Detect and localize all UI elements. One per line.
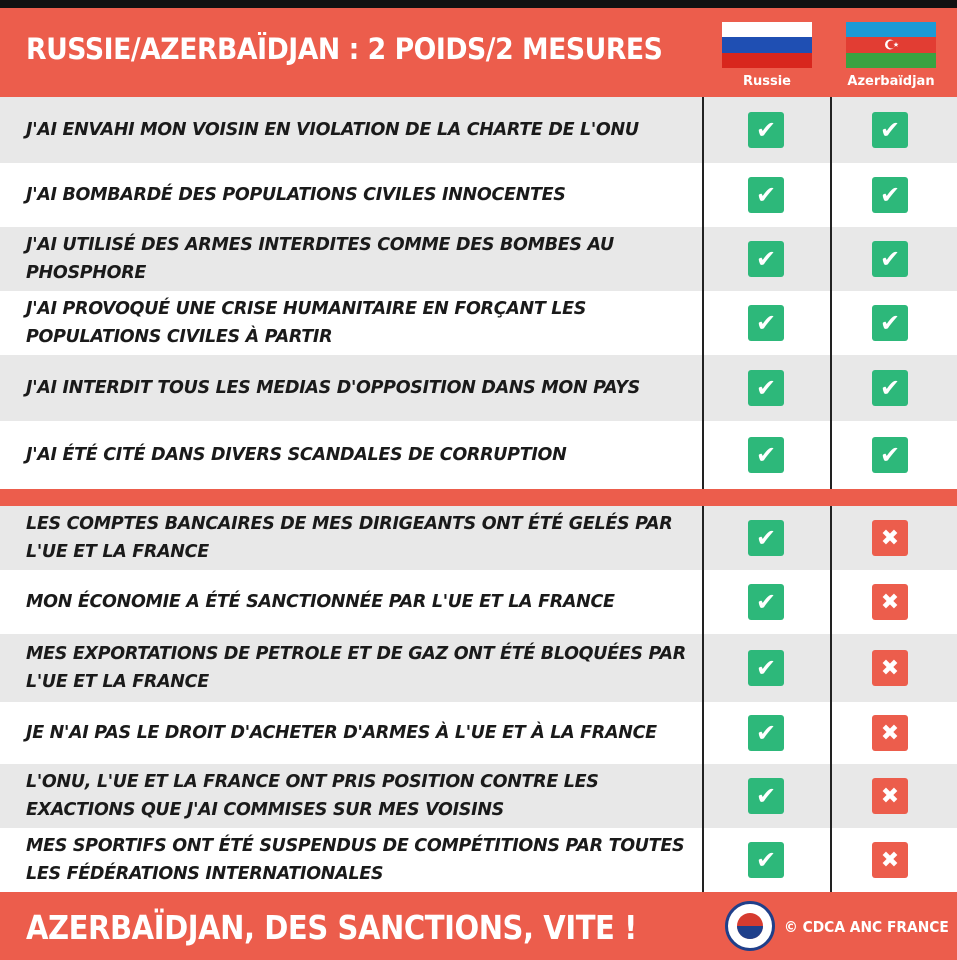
table-row (0, 570, 957, 634)
row-statement: J'AI BOMBARDÉ DES POPULATIONS CIVILES INNOCENTES (26, 185, 566, 205)
cross-icon: ✖ (872, 584, 908, 620)
row-statement: J'AI UTILISÉ DES ARMES INTERDITES COMME DES BOMBES AU PHOSPHORE (26, 235, 614, 283)
table-row (0, 227, 957, 291)
section-divider (0, 489, 957, 506)
table-row (0, 163, 957, 227)
cross-icon: ✖ (872, 650, 908, 686)
table-row (0, 355, 957, 421)
check-icon: ✔ (748, 241, 784, 277)
row-statement: J'AI PROVOQUÉ UNE CRISE HUMANITAIRE EN FORÇANT LES POPULATIONS CIVILES À PARTIR (26, 299, 587, 347)
row-statement: MES EXPORTATIONS DE PETROLE ET DE GAZ ONT ÉTÉ BLOQUÉES PAR L'UE ET LA FRANCE (26, 644, 686, 692)
table-row (0, 506, 957, 570)
azerbaijan-flag-icon (846, 22, 936, 68)
cdca-logo (725, 901, 775, 951)
row-statement: JE N'AI PAS LE DROIT D'ACHETER D'ARMES À L'UE ET À LA FRANCE (26, 723, 657, 743)
cross-icon: ✖ (872, 778, 908, 814)
check-icon: ✔ (872, 241, 908, 277)
row-statement: LES COMPTES BANCAIRES DE MES DIRIGEANTS ONT ÉTÉ GELÉS PAR L'UE ET LA FRANCE (26, 514, 673, 562)
russia-flag-icon (722, 22, 812, 68)
table-row (0, 634, 957, 702)
row-statement: MON ÉCONOMIE A ÉTÉ SANCTIONNÉE PAR L'UE ET LA FRANCE (26, 592, 615, 612)
row-statement: J'AI ÉTÉ CITÉ DANS DIVERS SCANDALES DE CORRUPTION (26, 445, 567, 465)
row-statement: MES SPORTIFS ONT ÉTÉ SUSPENDUS DE COMPÉTITIONS PAR TOUTES LES FÉDÉRATIONS INTERNATIONALES (26, 836, 685, 884)
column-separator (830, 506, 832, 892)
header (0, 8, 957, 97)
top-border (0, 0, 957, 8)
page-title: RUSSIE/AZERBAÏDJAN : 2 POIDS/2 MESURES (26, 32, 663, 66)
table-row (0, 702, 957, 764)
cross-icon: ✖ (872, 842, 908, 878)
table-row (0, 291, 957, 355)
row-statement: J'AI ENVAHI MON VOISIN EN VIOLATION DE LA CHARTE DE L'ONU (26, 120, 639, 140)
credit-text: © CDCA ANC FRANCE (784, 918, 949, 936)
check-icon: ✔ (748, 370, 784, 406)
column-separator (830, 97, 832, 489)
footer (0, 892, 957, 960)
check-icon: ✔ (872, 305, 908, 341)
check-icon: ✔ (748, 715, 784, 751)
check-icon: ✔ (748, 650, 784, 686)
check-icon: ✔ (748, 778, 784, 814)
cross-icon: ✖ (872, 715, 908, 751)
check-icon: ✔ (872, 437, 908, 473)
check-icon: ✔ (872, 177, 908, 213)
check-icon: ✔ (872, 370, 908, 406)
column-separator (702, 97, 704, 489)
column-label-russie: Russie (742, 74, 791, 89)
check-icon: ✔ (748, 520, 784, 556)
check-icon: ✔ (748, 437, 784, 473)
column-label-azerbaidjan: Azerbaïdjan (847, 74, 935, 89)
check-icon: ✔ (872, 112, 908, 148)
table-row (0, 421, 957, 489)
footer-slogan: AZERBAÏDJAN, DES SANCTIONS, VITE ! (26, 908, 637, 947)
row-statement: L'ONU, L'UE ET LA FRANCE ONT PRIS POSITION CONTRE LES EXACTIONS QUE J'AI COMMISES SUR MES VOISINS (26, 772, 599, 820)
column-separator (702, 506, 704, 892)
table-row (0, 764, 957, 828)
check-icon: ✔ (748, 177, 784, 213)
check-icon: ✔ (748, 305, 784, 341)
table-row (0, 828, 957, 892)
check-icon: ✔ (748, 112, 784, 148)
table-row (0, 97, 957, 163)
row-statement: J'AI INTERDIT TOUS LES MEDIAS D'OPPOSITION DANS MON PAYS (26, 378, 640, 398)
check-icon: ✔ (748, 842, 784, 878)
check-icon: ✔ (748, 584, 784, 620)
cross-icon: ✖ (872, 520, 908, 556)
